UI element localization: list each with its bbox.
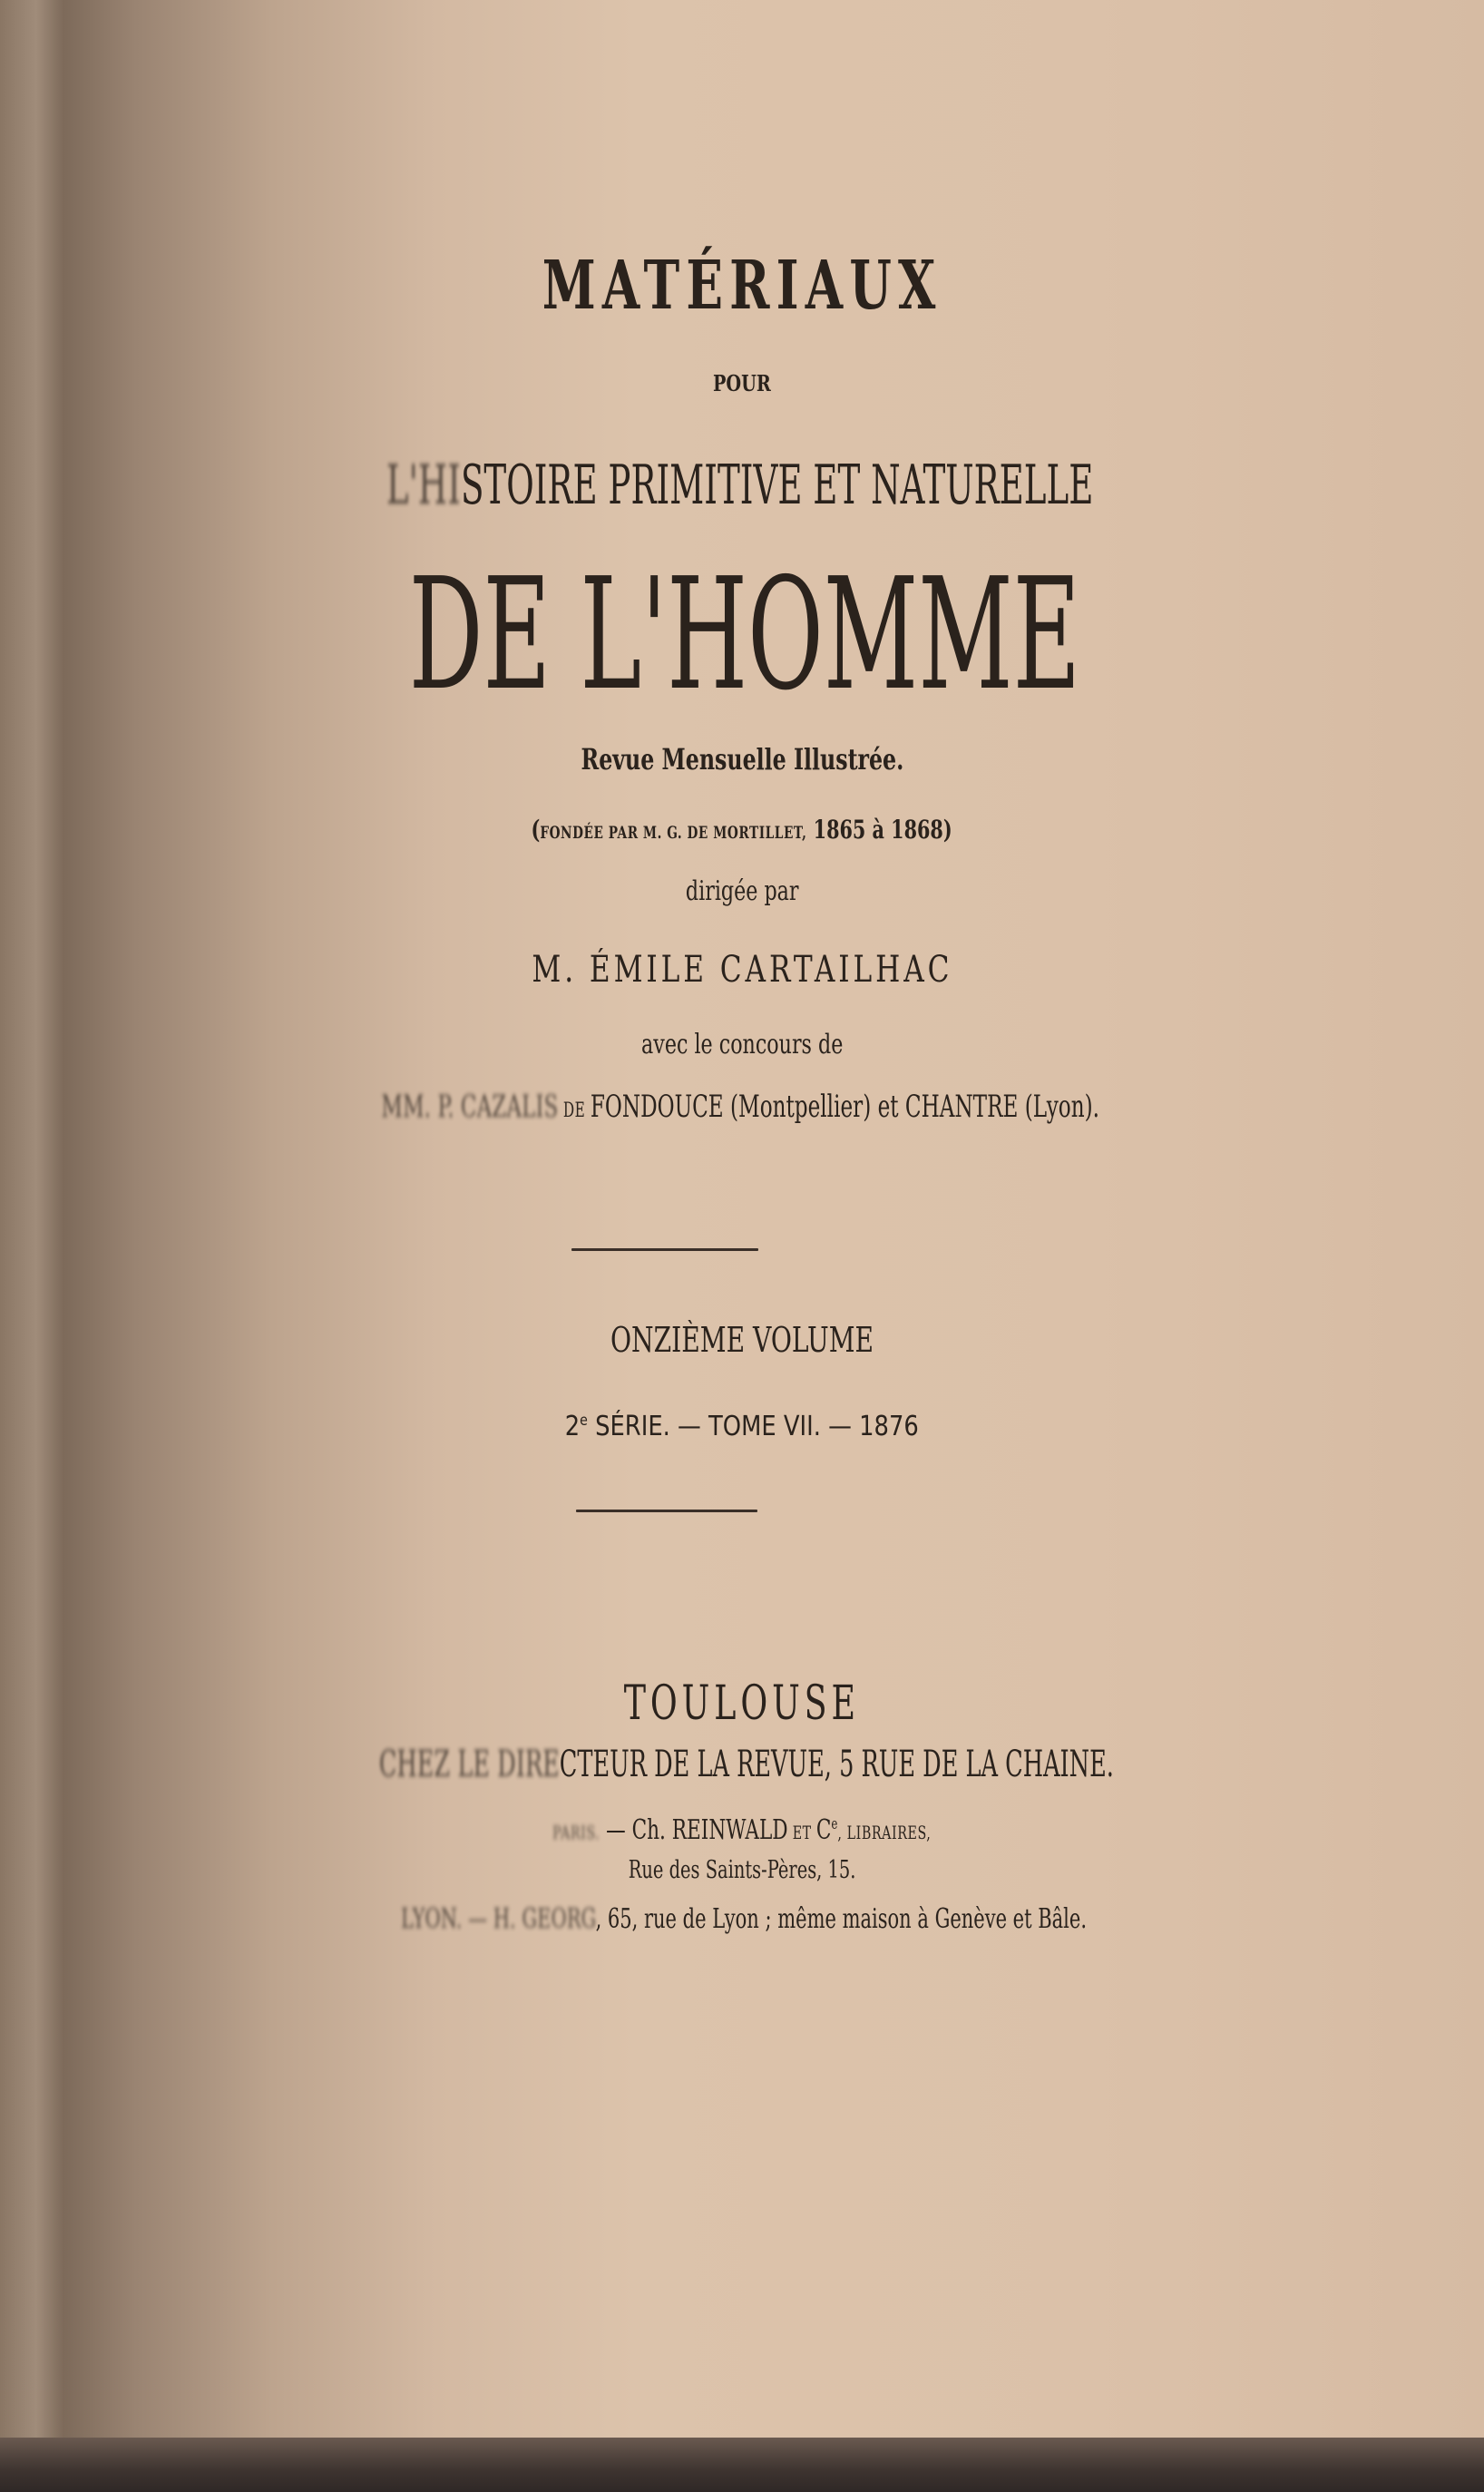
contrib-montpellier: (Montpellier) et (723, 1089, 905, 1125)
with-help-text: avec le concours de (640, 1029, 844, 1060)
contrib-chantre: CHANTRE (904, 1089, 1019, 1125)
publisher-line (5, 1744, 1484, 1785)
contrib-fondouce: FONDOUCE (590, 1089, 724, 1125)
founded-line (0, 815, 1484, 845)
paris-address (0, 1856, 1484, 1884)
publisher-text: CTEUR DE LA REVUE, 5 RUE DE LA CHAINE. (559, 1744, 1115, 1785)
title-histoire (0, 454, 1482, 517)
director-name-text: M. ÉMILE CARTAILHAC (532, 949, 952, 991)
title-pour (0, 370, 1484, 396)
title-de-lhomme-text: DE L'HOMME (408, 545, 1081, 725)
paris-co-sup: e (831, 1815, 838, 1832)
title-de-lhomme (3, 545, 1484, 725)
volume-label-text: ONZIÈME VOLUME (610, 1320, 874, 1360)
blurred-fragment: L'HI (386, 454, 462, 517)
title-materiaux-text: MATÉRIAUX (542, 247, 942, 325)
geneve-text: , 65, rue de Lyon ; même maison à Genève et Bâle. (595, 1903, 1087, 1935)
paris-co: C (816, 1814, 832, 1846)
series-sup: e (580, 1412, 589, 1429)
with-help (0, 1029, 1484, 1060)
founded-small-caps: FONDÉE PAR M. G. DE MORTILLET, (540, 824, 807, 843)
city-text: TOULOUSE (623, 1676, 861, 1731)
series-rest: SÉRIE. — TOME VII. — 1876 (588, 1411, 920, 1442)
paren-open: ( (531, 815, 541, 845)
paris-et: ET (787, 1823, 817, 1843)
blurred-fragment: MM. P. CAZALIS (381, 1089, 559, 1125)
founded-years: 1865 à 1868) (806, 815, 953, 845)
blurred-fragment: LYON. — H. GEORG (401, 1903, 596, 1935)
contributors-line (0, 1089, 1482, 1125)
title-pour-text: POUR (713, 370, 771, 396)
paris-libraires: , LIBRAIRES, (837, 1823, 932, 1843)
title-histoire-text: STOIRE PRIMITIVE ET NATURELLE (461, 454, 1094, 517)
contrib-de: DE (558, 1099, 591, 1122)
geneve-line (2, 1903, 1484, 1935)
paris-dash: — (600, 1814, 632, 1846)
blurred-fragment: PARIS. (552, 1823, 600, 1843)
paris-line (0, 1814, 1484, 1846)
subtitle (0, 742, 1484, 777)
subtitle-text: Revue Mensuelle Illustrée. (581, 742, 903, 777)
divider-rule-bottom (576, 1510, 757, 1512)
contrib-lyon: (Lyon). (1018, 1089, 1099, 1125)
directed-by (0, 875, 1484, 907)
city (0, 1676, 1484, 1731)
series-num: 2 (564, 1411, 581, 1442)
paris-publisher: Ch. REINWALD (631, 1814, 788, 1846)
series-line (0, 1411, 1484, 1442)
director-name (0, 949, 1484, 991)
paris-address-text: Rue des Saints-Pères, 15. (628, 1856, 856, 1884)
blurred-fragment: CHEZ LE DIRE (378, 1744, 560, 1785)
volume-label (0, 1320, 1484, 1360)
divider-rule-top (571, 1248, 758, 1251)
title-materiaux (0, 247, 1484, 325)
directed-by-text: dirigée par (685, 875, 799, 907)
